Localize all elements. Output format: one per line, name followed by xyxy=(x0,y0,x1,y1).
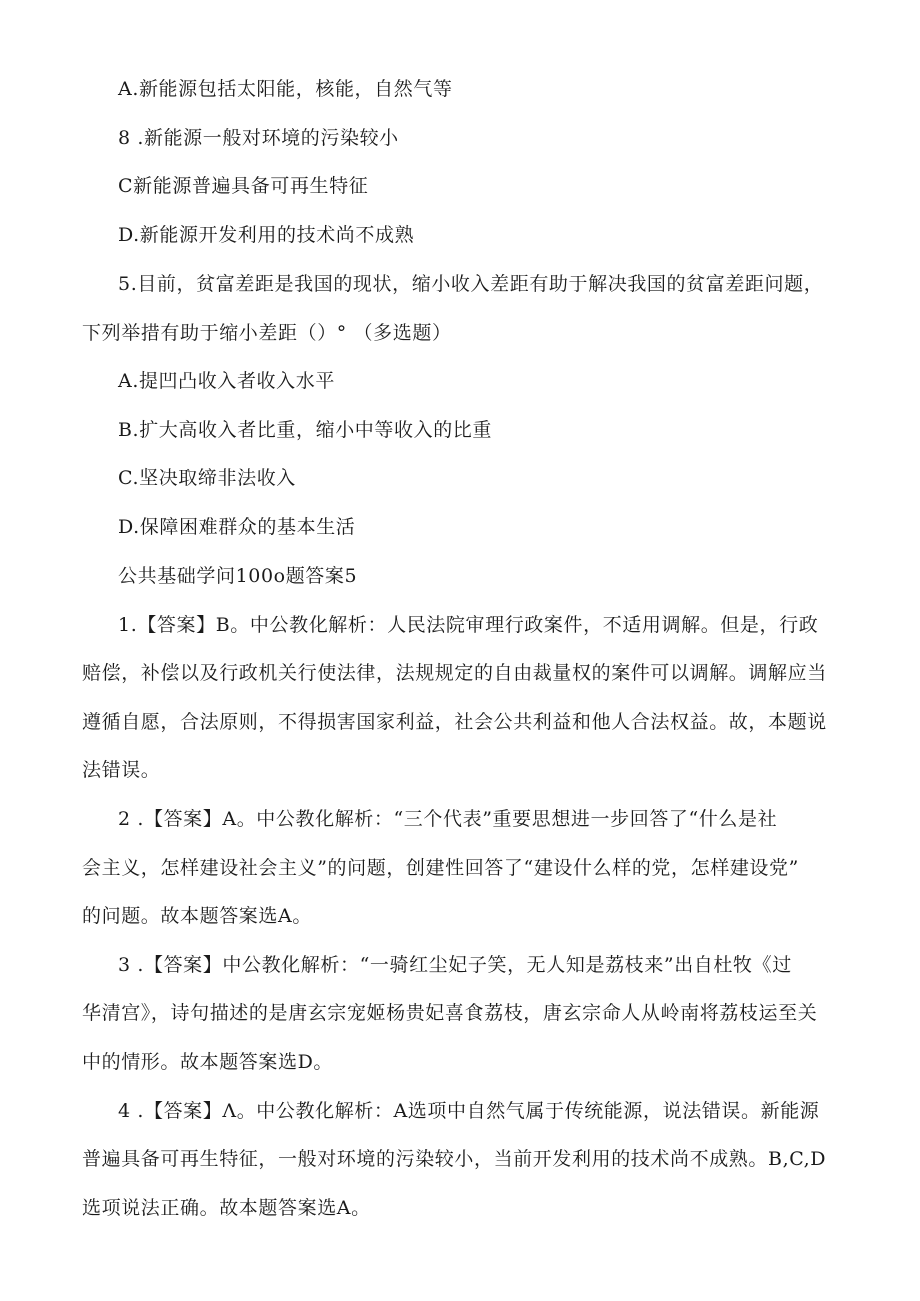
answers-heading: 公共基础学问100o题答案5 xyxy=(118,565,358,587)
q4-option-a: A.新能源包括太阳能，核能，自然气等 xyxy=(118,78,453,100)
answer-4-line-3: 选项说法正确。故本题答案选A。 xyxy=(82,1197,371,1219)
answer-3-line-3: 中的情形。故本题答案选D。 xyxy=(82,1051,334,1073)
q5-stem-line1: 5.目前，贫富差距是我国的现状，缩小收入差距有助于解决我国的贫富差距问题， xyxy=(118,273,824,295)
answer-3-line-1: 3 .【答案】中公教化解析：“一骑红尘妃子笑，无人知是荔枝来”出自杜牧《过 xyxy=(118,954,792,976)
answer-3-line-2: 华清宫》，诗句描述的是唐玄宗宠姬杨贵妃喜食荔枝，唐玄宗命人从岭南将荔枝运至关 xyxy=(82,1002,818,1024)
answer-2-line-2: 会主义，怎样建设社会主义”的问题，创建性回答了“建设什么样的党，怎样建设党” xyxy=(82,857,799,879)
answer-1-line-1: 1.【答案】B。中公教化解析：人民法院审理行政案件，不适用调解。但是，行政 xyxy=(118,614,819,636)
answer-2-line-1: 2 .【答案】A。中公教化解析：“三个代表”重要思想进一步回答了“什么是社 xyxy=(118,808,778,830)
answer-4-line-2: 普遍具备可再生特征，一般对环境的污染较小，当前开发利用的技术尚不成熟。B,C,D xyxy=(82,1148,827,1170)
answer-1-line-2: 赔偿，补偿以及行政机关行使法律，法规规定的自由裁量权的案件可以调解。调解应当 xyxy=(82,662,827,684)
q5-option-a: A.提凹凸收入者收入水平 xyxy=(118,370,335,392)
answer-1-line-4: 法错误。 xyxy=(82,759,161,781)
q4-option-c: C新能源普遍具备可再生特征 xyxy=(118,175,369,197)
answer-4-line-1: 4 .【答案】Λ。中公教化解析：A选项中自然气属于传统能源，说法错误。新能源 xyxy=(118,1100,820,1122)
q5-stem-line2: 下列举措有助于缩小差距（）° （多选题） xyxy=(82,322,452,344)
q5-option-d: D.保障困难群众的基本生活 xyxy=(118,516,356,538)
q4-option-d: D.新能源开发利用的技术尚不成熟 xyxy=(118,224,415,246)
q5-option-b: B.扩大高收入者比重，缩小中等收入的比重 xyxy=(118,419,493,441)
q4-option-b: 8 .新能源一般对环境的污染较小 xyxy=(118,127,399,149)
answer-2-line-3: 的问题。故本题答案选A。 xyxy=(82,905,312,927)
answer-1-line-3: 遵循自愿，合法原则，不得损害国家利益，社会公共利益和他人合法权益。故，本题说 xyxy=(82,711,827,733)
q5-option-c: C.坚决取缔非法收入 xyxy=(118,467,296,489)
